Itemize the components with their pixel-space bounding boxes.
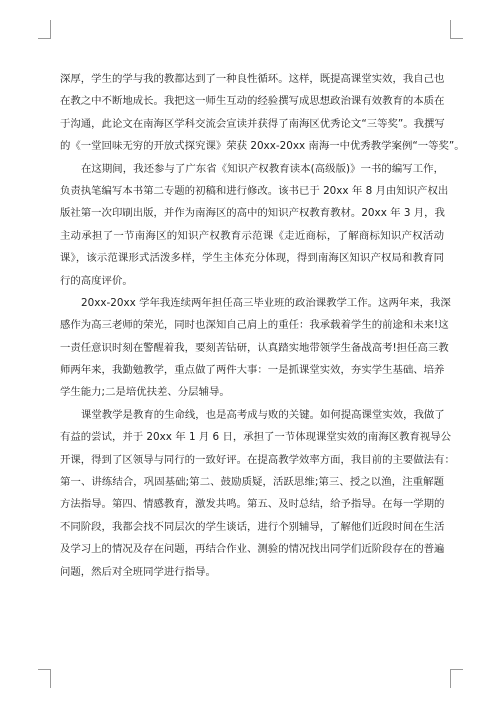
paragraph-2 <box>60 158 449 292</box>
crop-mark-top-left <box>38 20 51 39</box>
crop-mark-top-right <box>450 20 463 39</box>
text-line: 课堂教学是教育的生命线，也是高考成与败的关键。如何提高课堂实效，我做了 <box>81 408 445 421</box>
paragraph-4 <box>60 404 455 583</box>
text-line: 在教之中不断地成长。我把这一师生互动的经验撰写成思想政治课有效教育的本质在 <box>60 95 445 108</box>
text-line: 不同阶段，我都会找不同层次的学生谈话，进行个别辅导，了解他们近段时间在生活 <box>60 520 445 533</box>
text-line: 感作为高三老师的荣光，同时也深知自己肩上的重任：我承载着学生的前途和未来!这 <box>60 319 449 332</box>
text-line: 开课，得到了区领导与同行的一致好评。在提高教学效率方面，我目前的主要做法有： <box>60 453 455 466</box>
text-line: 有益的尝试，并于 20xx 年 1 月 6 日，承担了一节体现课堂实效的南海区教育视导公 <box>60 431 452 444</box>
text-line: 师两年来，我勤勉教学，重点做了两件大事：一是抓课堂实效，夯实学生基础、培养 <box>60 364 445 377</box>
paragraph-3 <box>60 292 451 404</box>
text-line: 版社第一次印刷出版，并作为南海区的高中的知识产权教育教材。20xx 年 3 月，我 <box>60 207 445 220</box>
text-line: 的《一堂回味无穷的开放式探究课》荣获 20xx-20xx 南海一中优秀教学案例“一等奖”。 <box>60 140 465 153</box>
text-line: 主动承担了一节南海区的知识产权教育示范课《走近商标，了解商标知识产权活动 <box>60 229 444 242</box>
text-line: 课》，该示范课形式活泼多样，学生主体充分体现，得到南海区知识产权局和教育同 <box>60 252 444 265</box>
paragraph-1 <box>60 68 465 158</box>
document-body <box>60 68 465 583</box>
crop-mark-bottom-right <box>450 669 463 688</box>
text-line: 一责任意识时刻在警醒着我，要刻苦钻研，认真踏实地带领学生备战高考!担任高三教 <box>60 341 449 354</box>
text-line: 方法指导。第四、情感教育，激发共鸣。第五、及时总结，给予指导。在每一学期的 <box>60 498 445 511</box>
text-line: 行的高度评价。 <box>60 274 133 287</box>
text-line: 在这期间，我还参与了广东省《知识产权教育读本(高级版)》一书的编写工作， <box>81 162 444 175</box>
text-line: 学生能力;二是培优扶差、分层辅导。 <box>60 386 230 399</box>
text-line: 及学习上的情况及存在问题，再结合作业、测验的情况找出同学们近阶段存在的普遍 <box>60 543 445 556</box>
text-line: 深厚，学生的学与我的教都达到了一种良性循环。这样，既提高课堂实效，我自己也 <box>60 73 445 85</box>
text-line: 负责执笔编写本书第二专题的初稿和进行修改。该书已于 20xx 年 8 月由知识产权出 <box>60 184 449 197</box>
text-line: 问题，然后对全班同学进行指导。 <box>60 565 216 578</box>
text-line: 第一、讲练结合，巩固基础;第二、鼓励质疑，活跃思维;第三、授之以渔，注重解题 <box>60 476 444 489</box>
text-line: 20xx-20xx 学年我连续两年担任高三毕业班的政治课教学工作。这两年来，我深 <box>81 296 451 309</box>
text-line: 于沟通，此论文在南海区学科交流会宣读并获得了南海区优秀论文“三等奖”。我撰写 <box>60 117 445 130</box>
crop-mark-bottom-left <box>38 669 51 688</box>
